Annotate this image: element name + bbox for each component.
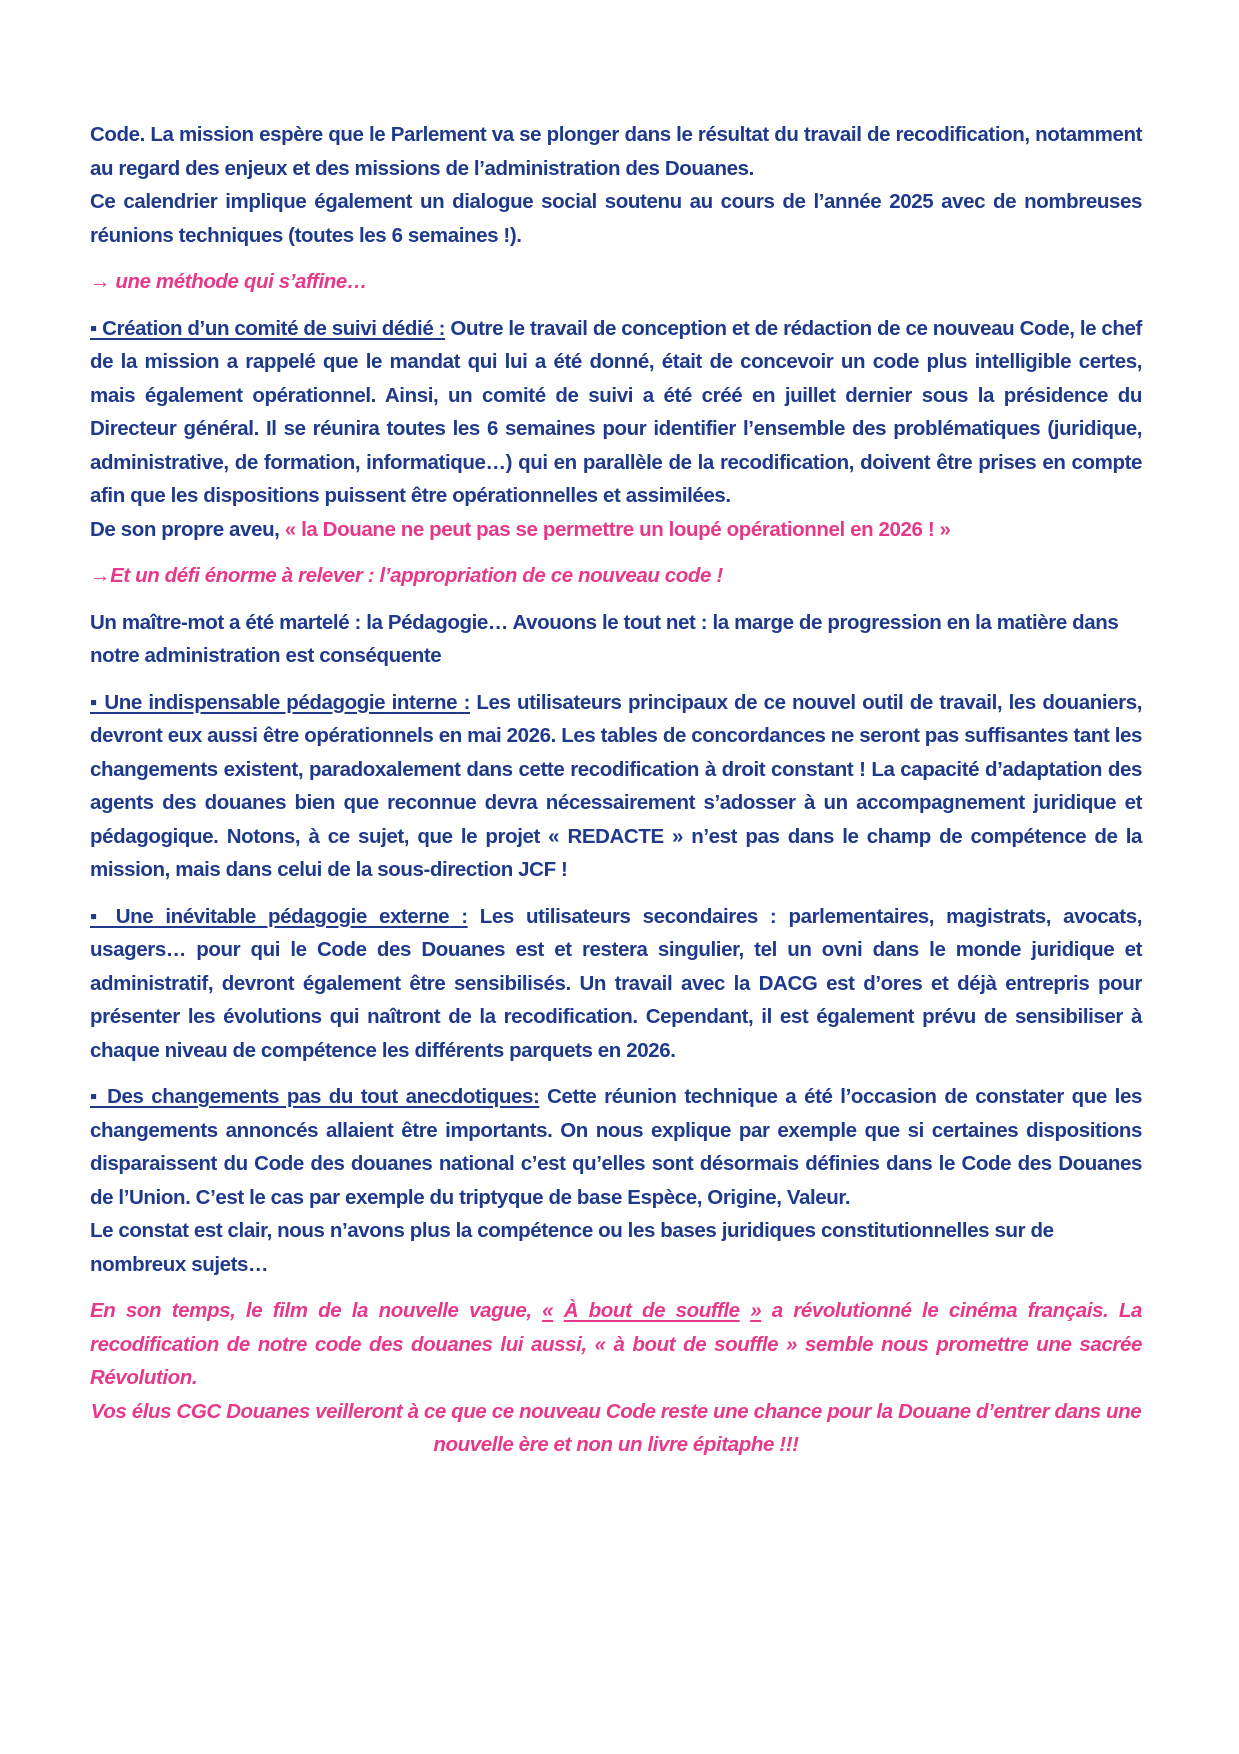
signoff: Vos élus CGC Douanes veilleront à ce que ce nouveau Code reste une chance pour la Douane d’entrer dans une nouvelle ère et non un livre épitaphe !!! [90,1399,1142,1456]
film-open-quote: « [542,1299,554,1322]
section-comite [90,312,1142,513]
section-body-interne: Les utilisateurs principaux de ce nouvel outil de travail, les douaniers, devront eux aussi être opérationnels en mai 2026. Les tables de concordances ne seront pas suffisantes tant les changements existent, paradoxalement dans cette recodification à droit constant ! La capacité d’adaptation des agents des douanes bien que reconnue devra nécessairement s’adosser à un accompagnement juridique et pédagogique. Notons, à ce sujet, que le projet « REDACTE » n’est pas dans le champ de compétence de la mission, mais dans celui de la sous-direction JCF ! [90,690,1142,881]
closing-rest: a révolutionné le cinéma français. La recodification de notre code des douanes lui aussi, « à bout de souffle » semble nous promettre une sacrée Révolution. [90,1299,1143,1389]
section-title-comite: ▪ Création d’un comité de suivi dédié [90,316,434,340]
intro-paragraph: Code. La mission espère que le Parlement va se plonger dans le résultat du travail de recodification, notamment au regard des enjeux et des missions de l’administration des Douanes. [90,123,1142,180]
quote-text: « la Douane ne peut pas se permettre un loupé opérationnel en 2026 ! » [284,517,951,541]
pedagogie-intro: Un maître-mot a été martelé : la Pédagogie… Avouons le tout net : la marge de progression en la matière dans notre administration est conséquente [90,610,1119,667]
quote-paragraph [90,513,1142,547]
film-title: À bout de souffle [563,1299,740,1322]
calendar-paragraph: Ce calendrier implique également un dialogue social soutenu au cours de l’année 2025 avec de nombreuses réunions techniques (toutes les 6 semaines !). [90,190,1142,247]
document-page [90,118,1142,1462]
section-body-changements: Cette réunion technique a été l’occasion de constater que les changements annoncés allaient être importants. On nous explique par exemple que si certaines dispositions disparaissent du Code des douanes national c’est qu’elles sont désormais définies dans le Code des Douanes de l’Union. C’est le cas par exemple du triptyque de base Espèce, Origine, Valeur. [90,1085,1142,1209]
heading-challenge: →Et un défi énorme à relever : l’appropriation de ce nouveau code ! [90,564,723,587]
section-externe [90,900,1142,1068]
conclusion-paragraph: Le constat est clair, nous n’avons plus la compétence ou les bases juridiques constitutionnelles sur de nombreux sujets… [90,1219,1054,1276]
section-sep: : [457,690,471,714]
section-body-comite: Outre le travail de conception et de rédaction de ce nouveau Code, le chef de la mission a rappelé que le mandat qui lui a été donné, était de concevoir un code plus intelligible certes, mais également opérationnel. Ainsi, un comité de suivi a été créé en juillet dernier sous la présidence du Directeur général. Il se réunira toutes les 6 semaines pour identifier l’ensemble des problématiques (juridique, administrative, de formation, informatique…) qui en parallèle de la recodification, doivent être prises en compte afin que les dispositions puissent être opérationnelles et assimilées. [90,316,1142,507]
section-title-changements: ▪ Des changements pas du tout anecdotiques: [90,1085,540,1108]
section-sep: : [433,316,446,340]
quote-lead: De son propre aveu, [90,517,285,541]
closing-paragraph [90,1294,1142,1395]
section-changements [90,1080,1142,1214]
section-title-externe: ▪ Une inévitable pédagogie externe [90,904,450,928]
section-sep: : [449,904,468,928]
closing-lead: En son temps, le film de la nouvelle vague, [90,1299,543,1322]
section-body-externe: Les utilisateurs secondaires : parlementaires, magistrats, avocats, usagers… pour qui le Code des Douanes est et restera singulier, tel un ovni dans le monde juridique et administratif, devront également être sensibilisés. Un travail avec la DACG est d’ores et déjà entrepris pour présenter les évolutions qui naîtront de la recodification. Cependant, il est également prévu de sensibiliser à chaque niveau de compétence les différents parquets en 2026. [90,904,1142,1062]
film-close-quote: » [750,1299,762,1322]
heading-method: → une méthode qui s’affine… [90,270,367,293]
section-title-interne: ▪ Une indispensable pédagogie interne [90,690,458,714]
section-interne [90,686,1142,887]
